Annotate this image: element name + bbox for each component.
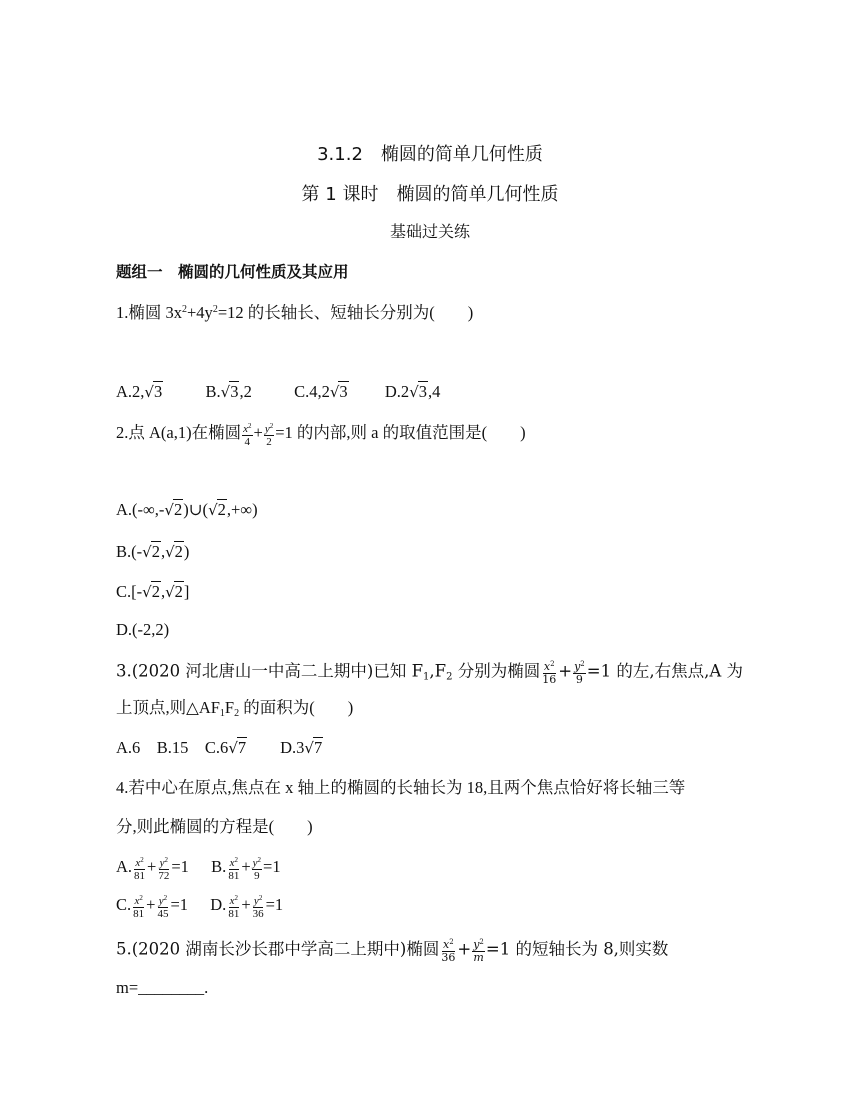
section-title: 3.1.2 椭圆的简单几何性质 bbox=[317, 144, 543, 165]
option-c[interactable]: C. $\frac{x^2}{81}$ + $\frac{y^2}{45}$ =1 bbox=[116, 894, 189, 920]
subtitle: 基础过关练 bbox=[389, 222, 470, 241]
question-3-options[interactable]: A.6 B.15 C.6√7 D.3√7 bbox=[116, 738, 323, 757]
sqrt-symbol: √3 bbox=[220, 382, 239, 401]
question-2-option-c[interactable]: C.[-√2,√2] bbox=[116, 582, 190, 601]
question-2-option-a[interactable]: A.(-∞,-√2)∪(√2,+∞) bbox=[116, 500, 258, 519]
fraction: $\frac{x^2}{36}$ bbox=[441, 938, 456, 964]
question-3-stem-line-2: 上顶点,则$\triangle AF_1F_2$ 的面积为( ) bbox=[116, 698, 354, 719]
fraction: $\frac{y^2}{9}$ bbox=[574, 660, 585, 686]
question-1-stem: 1.椭圆 $3x^2+4y^2=12$ 的长轴长、短轴长分别为( ) bbox=[116, 303, 474, 322]
option-b[interactable]: B. $\frac{x^2}{81}$ + $\frac{y^2}{9}$ =1 bbox=[211, 856, 281, 882]
option-d[interactable]: D.2√3,4 bbox=[385, 382, 440, 401]
fraction: $\frac{x^2}{16}$ bbox=[542, 660, 557, 686]
question-5-answer-blank[interactable]: m=________. bbox=[116, 978, 209, 997]
fraction: $\frac{y^2}{m}$ bbox=[473, 938, 484, 964]
sqrt-symbol: √3 bbox=[329, 382, 348, 401]
option-b[interactable]: B.√3,2 bbox=[205, 382, 251, 401]
fraction: $\frac{x^2}{4}$ bbox=[243, 422, 252, 448]
question-1-options bbox=[116, 380, 440, 404]
question-4-stem: 4.若中心在原点,焦点在 x 轴上的椭圆的长轴长为 18,且两个焦点恰好将长轴三等 bbox=[116, 778, 686, 797]
question-2-option-d[interactable]: D.(-2,2) bbox=[116, 620, 170, 639]
question-4-options-row-2 bbox=[116, 892, 283, 920]
option-d[interactable]: D. $\frac{x^2}{81}$ + $\frac{y^2}{36}$ =1 bbox=[210, 894, 284, 920]
group-heading: 题组一 椭圆的几何性质及其应用 bbox=[116, 263, 349, 281]
question-5-stem: 5.(2020 湖南长沙长郡中学高二上期中)椭圆 $\frac{x^2}{36}$ + $\frac{y^2}{m}$ =1 的短轴长为 8,则实数 bbox=[116, 938, 669, 964]
question-2-option-b[interactable]: B.(-√2,√2) bbox=[116, 542, 190, 561]
option-a[interactable]: A. $\frac{x^2}{81}$ + $\frac{y^2}{72}$ =1 bbox=[116, 856, 189, 882]
question-4-options-row-1 bbox=[116, 854, 281, 882]
question-3-stem: 3.(2020 河北唐山一中高二上期中)已知 $F_1,F_2$ 分别为椭圆 $\frac{x^2}{16}$ + $\frac{y^2}{9}$ =1 的左,右焦点,A 为 bbox=[116, 660, 743, 686]
option-a[interactable]: A.2,√3 bbox=[116, 382, 163, 401]
question-2-stem: 2.点 A(a,1)在椭圆 $\frac{x^2}{4}$ + $\frac{y^2}{2}$ =1 的内部,则 a 的取值范围是( ) bbox=[116, 422, 526, 448]
question-4-stem-line-2: 分,则此椭圆的方程是( ) bbox=[116, 817, 313, 836]
sqrt-symbol: √3 bbox=[409, 382, 427, 401]
sqrt-symbol: √3 bbox=[144, 382, 163, 401]
fraction: $\frac{y^2}{2}$ bbox=[264, 422, 274, 448]
option-c[interactable]: C.4,2√3 bbox=[294, 382, 349, 401]
lesson-title: 第 1 课时 椭圆的简单几何性质 bbox=[301, 184, 559, 205]
